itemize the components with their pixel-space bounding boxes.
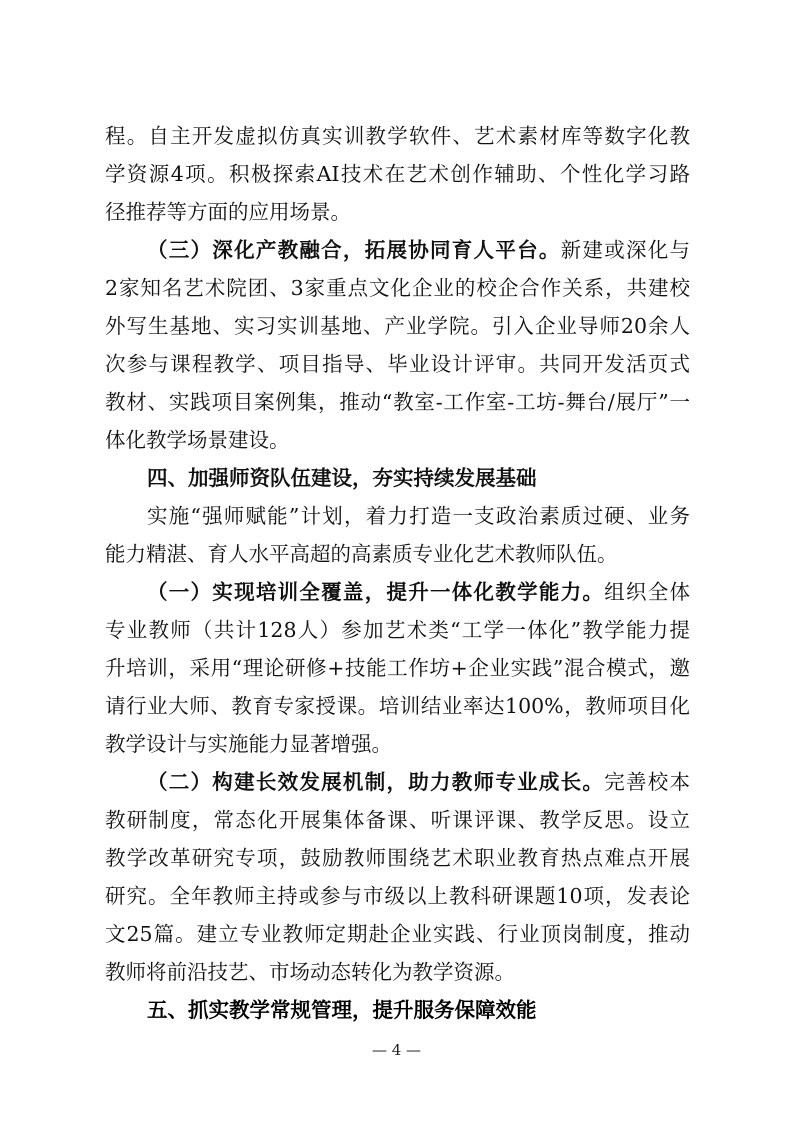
- line-text: 教学设计与实施能力显著增强。: [105, 732, 392, 756]
- section-heading: 四、加强师资队伍建设，夯实持续发展基础: [147, 466, 537, 490]
- body-text-line: [105, 806, 690, 834]
- section-heading-line: [147, 464, 690, 492]
- body-text-line: [147, 502, 690, 530]
- line-text: 2家知名艺术院团、3家重点文化企业的校企合作关系，共建校: [105, 276, 690, 300]
- line-text: 程。自主开发虚拟仿真实训教学软件、艺术素材库等数字化教: [105, 124, 690, 148]
- body-text-line: [105, 198, 690, 226]
- body-text-line: [105, 426, 690, 454]
- line-text: 教研制度，常态化开展集体备课、听课评课、教学反思。设立: [105, 808, 690, 832]
- body-text-line: [105, 730, 690, 758]
- line-text: 教师将前沿技艺、市场动态转化为教学资源。: [105, 960, 515, 984]
- line-text: 请行业大师、教育专家授课。培训结业率达100%，教师项目化: [105, 694, 690, 718]
- subsection-heading-line: [147, 236, 690, 264]
- line-text: 组织全体: [604, 580, 690, 604]
- line-text: 学资源4项。积极探索AI技术在艺术创作辅助、个性化学习路: [105, 162, 690, 186]
- line-text: 次参与课程教学、项目指导、毕业设计评审。共同开发活页式: [105, 352, 690, 376]
- line-text: 新建或深化与: [560, 238, 691, 262]
- body-text-line: [105, 312, 690, 340]
- section-heading-line: [147, 996, 690, 1024]
- body-text-line: [105, 692, 690, 720]
- body-text-line: [105, 920, 690, 948]
- body-text-line: [105, 160, 690, 188]
- body-text-line: [105, 958, 690, 986]
- page-number: — 4 —: [371, 1041, 422, 1059]
- body-text-line: [105, 122, 690, 150]
- subsection-heading: （一）实现培训全覆盖，提升一体化教学能力。: [147, 580, 605, 604]
- line-text: 完善校本: [604, 770, 690, 794]
- subsection-heading-line: [147, 768, 690, 796]
- line-text: 研究。全年教师主持或参与市级以上教科研课题10项，发表论: [105, 884, 690, 908]
- line-text: 专业教师（共计128人）参加艺术类“工学一体化”教学能力提: [105, 618, 690, 642]
- line-text: 教学改革研究专项，鼓励教师围绕艺术职业教育热点难点开展: [105, 846, 690, 870]
- line-text: 教材、实践项目案例集，推动“教室-工作室-工坊-舞台/展厅”一: [105, 390, 690, 414]
- body-text-line: [105, 654, 690, 682]
- body-text-line: [105, 882, 690, 910]
- subsection-heading-line: [147, 578, 690, 606]
- line-text: 径推荐等方面的应用场景。: [105, 200, 351, 224]
- line-text: 体化教学场景建设。: [105, 428, 290, 452]
- line-text: 实施“强师赋能”计划，着力打造一支政治素质过硬、业务: [147, 504, 690, 528]
- line-text: 能力精湛、育人水平高超的高素质专业化艺术教师队伍。: [105, 542, 618, 566]
- body-text-line: [105, 350, 690, 378]
- section-heading: 五、抓实教学常规管理，提升服务保障效能: [147, 998, 537, 1022]
- body-text-line: [105, 388, 690, 416]
- subsection-heading: （三）深化产教融合，拓展协同育人平台。: [147, 238, 561, 262]
- body-text-line: [105, 274, 690, 302]
- line-text: 文25篇。建立专业教师定期赴企业实践、行业顶岗制度，推动: [105, 922, 690, 946]
- body-text-line: [105, 844, 690, 872]
- line-text: 外写生基地、实习实训基地、产业学院。引入企业导师20余人: [105, 314, 690, 338]
- subsection-heading: （二）构建长效发展机制，助力教师专业成长。: [147, 770, 605, 794]
- line-text: 升培训，采用“理论研修+技能工作坊+企业实践”混合模式，邀: [105, 656, 690, 680]
- body-text-line: [105, 616, 690, 644]
- body-text-line: [105, 540, 690, 568]
